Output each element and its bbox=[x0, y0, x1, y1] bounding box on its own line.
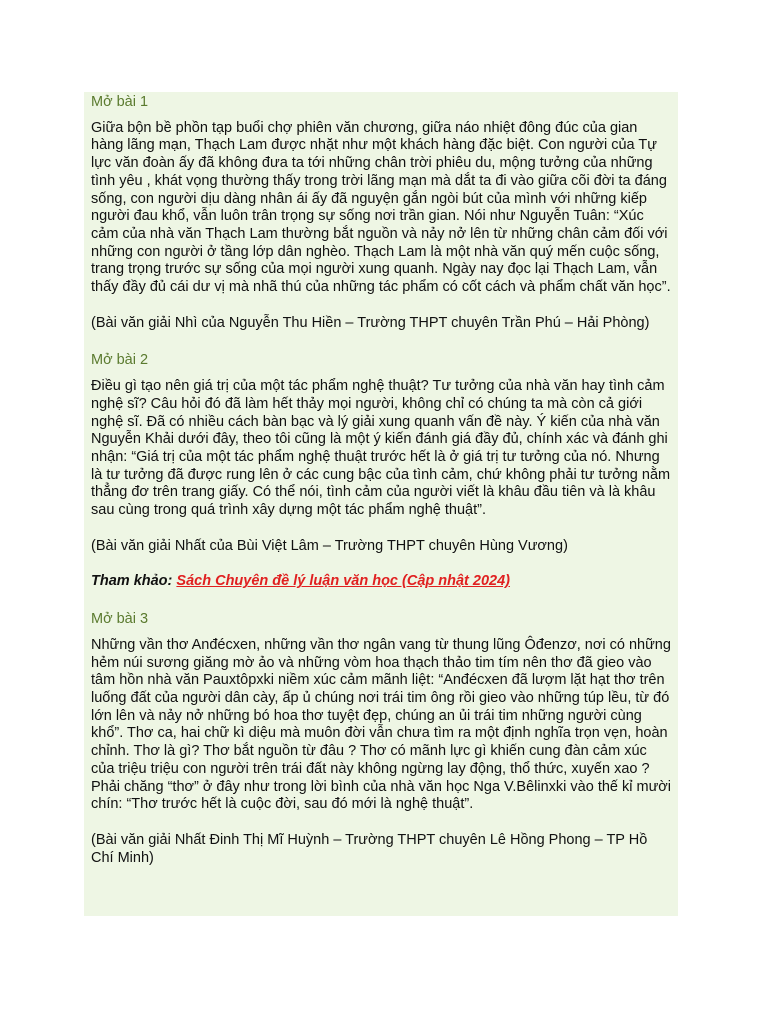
section-3 bbox=[91, 609, 672, 867]
reference-link[interactable]: Sách Chuyên đề lý luận văn học (Cập nhật 2024) bbox=[176, 573, 510, 590]
section-credit: (Bài văn giải Nhất Đinh Thị Mĩ Huỳnh – Trường THPT chuyên Lê Hồng Phong – TP Hồ Chí Minh) bbox=[91, 831, 648, 866]
reference-line bbox=[91, 573, 672, 591]
section-2 bbox=[91, 350, 672, 555]
reference-label: Tham khảo: bbox=[91, 573, 173, 590]
section-heading: Mở bài 3 bbox=[91, 611, 149, 628]
section-body: Điều gì tạo nên giá trị của một tác phẩm nghệ thuật? Tư tưởng của nhà văn hay tình cảm nghệ sĩ? Câu hỏi đó đã làm hết thảy mọi người, không chỉ có chúng ta mà còn cả giới nghệ sĩ. Đã có nhiều cách bàn bạc và lý giải xung quanh vấn đề này. Ý kiến của nhà văn Nguyễn Khải dưới đây, theo tôi cũng là một ý kiến đánh giá đầy đủ, chính xác và đánh ghi nhận: “Giá trị của một tác phẩm nghệ thuật trước hết là ở giá trị tư tưởng của nó. Nhưng là tư tưởng đã được rung lên ở các cung bậc của tình cảm, chứ không phải tư tưởng nằm thẳng đơ trên trang giấy. Có thể nói, tình cảm của người viết là khâu đầu tiên và là khâu sau cùng trong quá trình xây dựng một tác phẩm nghệ thuật”. bbox=[91, 378, 671, 519]
section-body: Những vần thơ Anđécxen, những vần thơ ngân vang từ thung lũng Ôđenzơ, nơi có những hẻm núi sương giăng mờ ảo và những vòm hoa thạch thảo tim tím nên thơ đã gieo vào tâm hồn nhà văn Pauxtôpxki niềm xúc cảm mãnh liệt: “Anđécxen đã lượm lặt hạt thơ trên luống đất của người dân cày, ấp ủ chúng nơi trái tim ông rồi gieo vào những túp lều, từ đó lớn lên và nảy nở những bó hoa thơ tuyệt đẹp, chúng an ủi trái tim những người cùng khổ”. Thơ ca, hai chữ kì diệu mà muôn đời vẫn chưa tìm ra một định nghĩa trọn vẹn, hoàn chỉnh. Thơ là gì? Thơ bắt nguồn từ đâu ? Thơ có mãnh lực gì khiến cung đàn cảm xúc của triệu triệu con người trên trái đất này không ngừng lay động, thổ thức, xuyến xao ? Phải chăng “thơ” ở đây như trong lời bình của nhà văn học Nga V.Bêlinxki vào thế kỉ mười chín: “Thơ trước hết là cuộc đời, sau đó mới là nghệ thuật”. bbox=[91, 636, 672, 813]
section-heading: Mở bài 1 bbox=[91, 94, 149, 110]
section-credit: (Bài văn giải Nhất của Bùi Việt Lâm – Trường THPT chuyên Hùng Vương) bbox=[91, 537, 568, 554]
section-1 bbox=[91, 92, 672, 332]
section-heading: Mở bài 2 bbox=[91, 352, 149, 369]
section-credit: (Bài văn giải Nhì của Nguyễn Thu Hiền – Trường THPT chuyên Trần Phú – Hải Phòng) bbox=[91, 314, 650, 331]
section-body: Giữa bộn bề phồn tạp buổi chợ phiên văn chương, giữa náo nhiệt đông đúc của gian hàng lãng mạn, Thạch Lam được nhặt như một khách hàng đặc biệt. Con người của Tự lực văn đoàn ấy đã không đưa ta tới những chân trời phiêu du, mộng tưởng của những tình yêu , khát vọng thường thấy trong trời lãng mạn mà dắt ta đi vào giữa cõi đời ta đáng sống, con người dịu dàng nhân ái ấy đã nguyện gắn ngòi bút của mình với những kiếp người đau khổ, vẫn luôn trân trọng sự sống nơi trần gian. Nói như Nguyễn Tuân: “Xúc cảm của nhà văn Thạch Lam thường bắt nguồn và nảy nở lên từ những chân cảm đối với những con người ở tầng lớp dân nghèo. Thạch Lam là một nhà văn quý mến cuộc sống, trang trọng trước sự sống của mọi người xung quanh. Ngày nay đọc lại Thạch Lam, vẫn thấy đầy đủ cái dư vị mà nhã thú của những tác phẩm có cốt cách và phẩm chất văn học”. bbox=[91, 119, 671, 296]
essay-panel bbox=[84, 92, 678, 916]
